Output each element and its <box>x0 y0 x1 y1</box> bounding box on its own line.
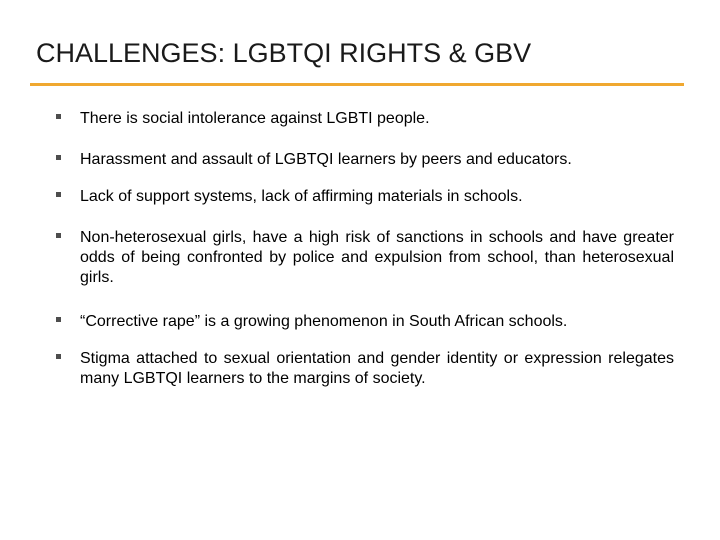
square-bullet-icon <box>56 114 61 119</box>
square-bullet-icon <box>56 354 61 359</box>
square-bullet-icon <box>56 317 61 322</box>
bullet-text: “Corrective rape” is a growing phenomenon in South African schools. <box>80 313 568 330</box>
bullet-text: Lack of support systems, lack of affirming materials in schools. <box>80 188 523 205</box>
bullet-text: Stigma attached to sexual orientation and gender identity or expression relegates many LGBTQI learners to the margins of society. <box>80 350 674 387</box>
bullet-text: Non-heterosexual girls, have a high risk of sanctions in schools and have greater odds of being confronted by police and expulsion from school, than heterosexual girls. <box>80 229 674 286</box>
slide-title: CHALLENGES: LGBTQI RIGHTS & GBV <box>36 38 532 68</box>
square-bullet-icon <box>56 233 61 238</box>
square-bullet-icon <box>56 192 61 197</box>
square-bullet-icon <box>56 155 61 160</box>
bullet-text: Harassment and assault of LGBTQI learners by peers and educators. <box>80 151 572 168</box>
bullet-text: There is social intolerance against LGBTI people. <box>80 110 430 127</box>
